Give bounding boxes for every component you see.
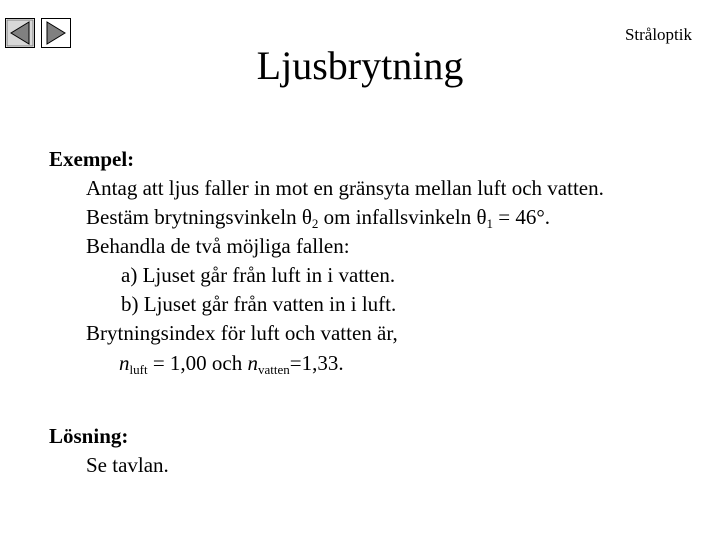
text: om infallsvinkeln θ: [318, 205, 487, 229]
page-title: Ljusbrytning: [256, 43, 464, 88]
n-luft-subscript: luft: [129, 362, 148, 377]
text: = 46°.: [493, 205, 550, 229]
example-heading: Exempel:: [49, 147, 135, 171]
solution-text: Se tavlan.: [86, 453, 169, 477]
case-b: b) Ljuset går från vatten in i luft.: [121, 292, 397, 316]
topic-label: Stråloptik: [624, 25, 692, 44]
theta-1-subscript: 1: [486, 216, 493, 231]
n-symbol: n: [247, 351, 258, 375]
example-line-1: Antag att ljus faller in mot en gränsyta mellan luft och vatten.: [86, 176, 604, 200]
solution-heading: Lösning:: [49, 424, 129, 448]
case-a: a) Ljuset går från luft in i vatten.: [121, 263, 396, 287]
text: = 1,00 och: [147, 351, 248, 375]
example-line-3: Behandla de två möjliga fallen:: [86, 234, 350, 258]
text: =1,33.: [289, 351, 344, 375]
n-symbol: n: [119, 351, 130, 375]
n-vatten-subscript: vatten: [257, 362, 290, 377]
example-line-4: Brytningsindex för luft och vatten är,: [86, 321, 398, 345]
theta-2-subscript: 2: [311, 216, 319, 231]
refractive-index-line: [119, 350, 344, 376]
example-line-2: [86, 204, 550, 230]
text: Bestäm brytningsvinkeln θ: [86, 205, 312, 229]
